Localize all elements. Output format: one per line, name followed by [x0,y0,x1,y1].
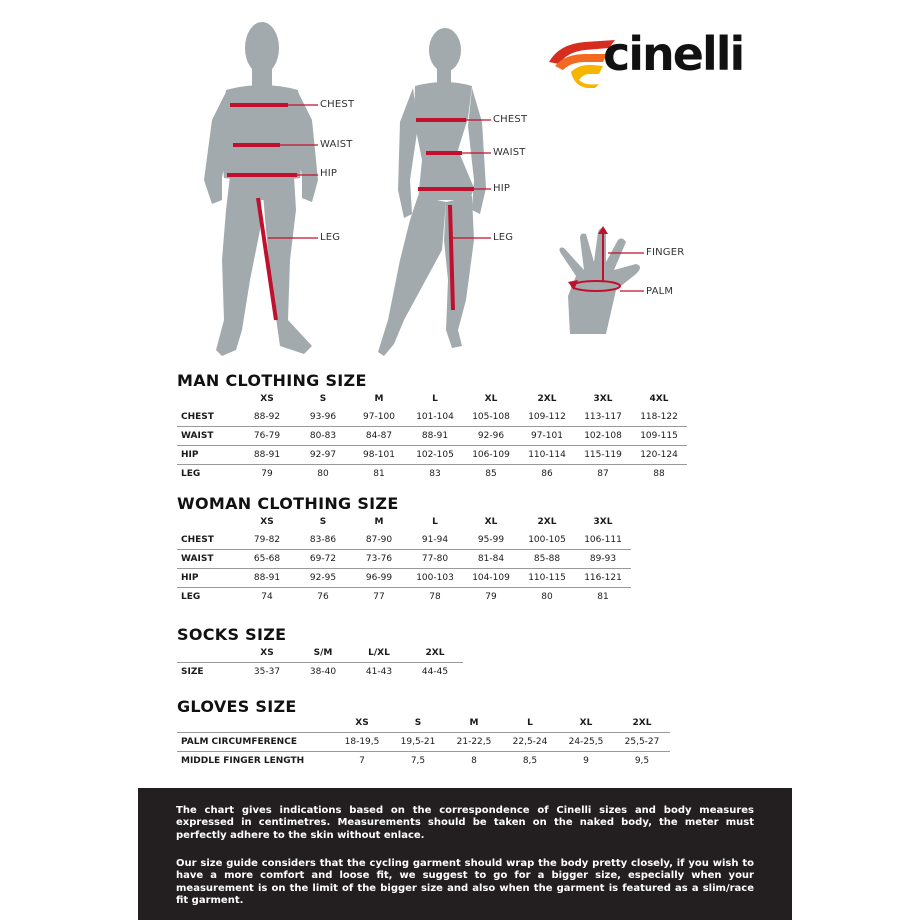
table-cell: 88-91 [239,569,295,588]
column-header: S/M [313,647,333,658]
table-cell: 81-84 [463,550,519,569]
woman-header-row [177,512,631,531]
table-cell: 69-72 [295,550,351,569]
table-cell: 18-19,5 [334,733,390,752]
table-cell: 80 [295,465,351,484]
man-section-title: MAN CLOTHING SIZE [177,371,367,390]
table-cell: 102-105 [407,446,463,465]
column-header: XS [260,516,274,527]
table-cell: 19,5-21 [390,733,446,752]
table-row [177,752,670,771]
table-header-blank [177,643,239,663]
row-label: HIP [177,446,239,465]
table-cell: 22,5-24 [502,733,558,752]
table-cell: 25,5-27 [614,733,670,752]
man-leg-label: LEG [320,232,341,243]
column-header: 2XL [632,717,652,728]
table-cell: 7,5 [390,752,446,771]
table-cell: 98-101 [351,446,407,465]
gloves-section-title: GLOVES SIZE [177,697,297,716]
table-cell: 73-76 [351,550,407,569]
glove-palm-label: PALM [646,286,674,297]
table-cell: 110-115 [519,569,575,588]
table-row [177,465,687,484]
man-size-table [177,389,687,483]
table-cell: 74 [239,588,295,607]
table-row [177,733,670,752]
row-label: CHEST [181,535,214,545]
woman-waist-label: WAIST [493,147,526,158]
table-cell: 88-91 [407,427,463,446]
man-header-row [177,389,687,408]
table-cell: 101-104 [416,412,454,422]
column-header: 3XL [593,516,613,527]
socks-header-row [177,643,463,663]
table-row [177,588,631,607]
table-header-blank [177,713,334,733]
row-label: WAIST [177,427,239,446]
socks-section-title: SOCKS SIZE [177,625,287,644]
table-cell: 21-22,5 [446,733,502,752]
table-cell: 109-112 [528,412,566,422]
brand-name: cinelli [603,27,744,81]
table-cell: 81 [575,588,631,607]
table-cell: 76 [295,588,351,607]
table-cell: 81 [351,465,407,484]
table-cell: 88-92 [253,412,281,422]
table-cell: 106-109 [463,446,519,465]
man-chest-label: CHEST [320,99,355,110]
table-cell: 9,5 [614,752,670,771]
row-label: PALM CIRCUMFERENCE [177,733,334,752]
row-label: MIDDLE FINGER LENGTH [177,752,334,771]
table-cell: 104-109 [463,569,519,588]
table-cell: 100-103 [407,569,463,588]
table-cell: 84-87 [351,427,407,446]
man-hip-label: HIP [320,168,338,179]
table-row [177,550,631,569]
column-header: S [414,717,422,728]
table-row [177,408,687,427]
table-header-blank [177,389,239,408]
column-header: L/XL [368,647,390,658]
measurement-diagram [0,0,920,370]
table-cell: 83 [407,465,463,484]
column-header: M [374,516,384,527]
table-header-blank [177,512,239,531]
table-cell: 85 [463,465,519,484]
cinelli-logo [545,28,755,88]
socks-size-table [177,643,463,681]
table-cell: 106-111 [584,535,622,545]
row-label: CHEST [181,412,214,422]
column-header: L [432,393,438,404]
table-cell: 35-37 [239,663,295,682]
table-cell: 89-93 [575,550,631,569]
column-header: XS [355,717,369,728]
woman-section-title: WOMAN CLOTHING SIZE [177,494,399,513]
table-row [177,427,687,446]
column-header: L [432,516,438,527]
table-cell: 38-40 [295,663,351,682]
woman-hip-label: HIP [493,183,511,194]
table-row [177,663,463,682]
column-header: 4XL [649,393,669,404]
table-cell: 80-83 [295,427,351,446]
table-cell: 95-99 [477,535,505,545]
table-cell: 44-45 [407,663,463,682]
glove-finger-label: FINGER [646,247,685,258]
table-cell: 79 [463,588,519,607]
table-cell: 80 [519,588,575,607]
woman-figure [378,28,486,356]
column-header: 2XL [425,647,445,658]
table-cell: 79-82 [253,535,281,545]
woman-chest-label: CHEST [493,114,528,125]
table-cell: 41-43 [351,663,407,682]
table-cell: 109-115 [631,427,687,446]
table-cell: 116-121 [575,569,631,588]
table-cell: 100-105 [528,535,566,545]
column-header: S [319,516,327,527]
row-label: WAIST [177,550,239,569]
table-row [177,569,631,588]
row-label: HIP [177,569,239,588]
table-cell: 8,5 [502,752,558,771]
gloves-header-row [177,713,670,733]
table-cell: 91-94 [421,535,449,545]
table-cell: 118-122 [640,412,678,422]
column-header: M [469,717,479,728]
table-cell: 88-91 [239,446,295,465]
column-header: XL [484,516,498,527]
row-label: LEG [177,588,239,607]
table-cell: 83-86 [309,535,337,545]
table-cell: 76-79 [239,427,295,446]
table-row [177,531,631,550]
column-header: L [527,717,533,728]
column-header: S [319,393,327,404]
gloves-size-table [177,713,670,770]
table-row [177,446,687,465]
table-cell: 92-96 [463,427,519,446]
row-label: LEG [177,465,239,484]
table-cell: 77-80 [407,550,463,569]
notes-paragraph-measurements: The chart gives indications based on the correspondence of Cinelli sizes and body measures expressed in centimetres. Measurements should be taken on the naked body, the meter must perfectly adhere to the skin without enlace. [176,805,754,841]
woman-size-table [177,512,631,606]
man-figure [204,22,318,356]
column-header: XS [260,647,274,658]
table-cell: 93-96 [309,412,337,422]
table-cell: 97-101 [519,427,575,446]
table-cell: 110-114 [519,446,575,465]
table-cell: 92-97 [295,446,351,465]
table-cell: 96-99 [351,569,407,588]
table-cell: 120-124 [631,446,687,465]
table-cell: 115-119 [575,446,631,465]
column-header: 3XL [593,393,613,404]
column-header: M [374,393,384,404]
table-cell: 85-88 [519,550,575,569]
table-cell: 87 [575,465,631,484]
column-header: XL [484,393,498,404]
table-cell: 102-108 [575,427,631,446]
row-label: SIZE [177,663,239,682]
man-waist-label: WAIST [320,139,353,150]
table-cell: 24-25,5 [558,733,614,752]
table-cell: 7 [334,752,390,771]
table-cell: 9 [558,752,614,771]
table-cell: 88 [631,465,687,484]
size-guide-notes [138,788,792,920]
table-cell: 8 [446,752,502,771]
table-cell: 79 [239,465,295,484]
table-cell: 105-108 [472,412,510,422]
table-cell: 78 [407,588,463,607]
table-cell: 87-90 [365,535,393,545]
column-header: 2XL [537,516,557,527]
table-cell: 86 [519,465,575,484]
column-header: XL [579,717,593,728]
column-header: 2XL [537,393,557,404]
table-cell: 65-68 [239,550,295,569]
table-cell: 77 [351,588,407,607]
woman-leg-label: LEG [493,232,514,243]
column-header: XS [260,393,274,404]
table-cell: 97-100 [363,412,395,422]
table-cell: 113-117 [584,412,622,422]
notes-paragraph-fit: Our size guide considers that the cycling garment should wrap the body pretty closely, if you wish to have a more comfort and loose fit, we suggest to go for a bigger size, especially when your measurement is on the limit of the bigger size and also when the garment is featured as a slim/race fit garment. [176,858,754,906]
table-cell: 92-95 [295,569,351,588]
